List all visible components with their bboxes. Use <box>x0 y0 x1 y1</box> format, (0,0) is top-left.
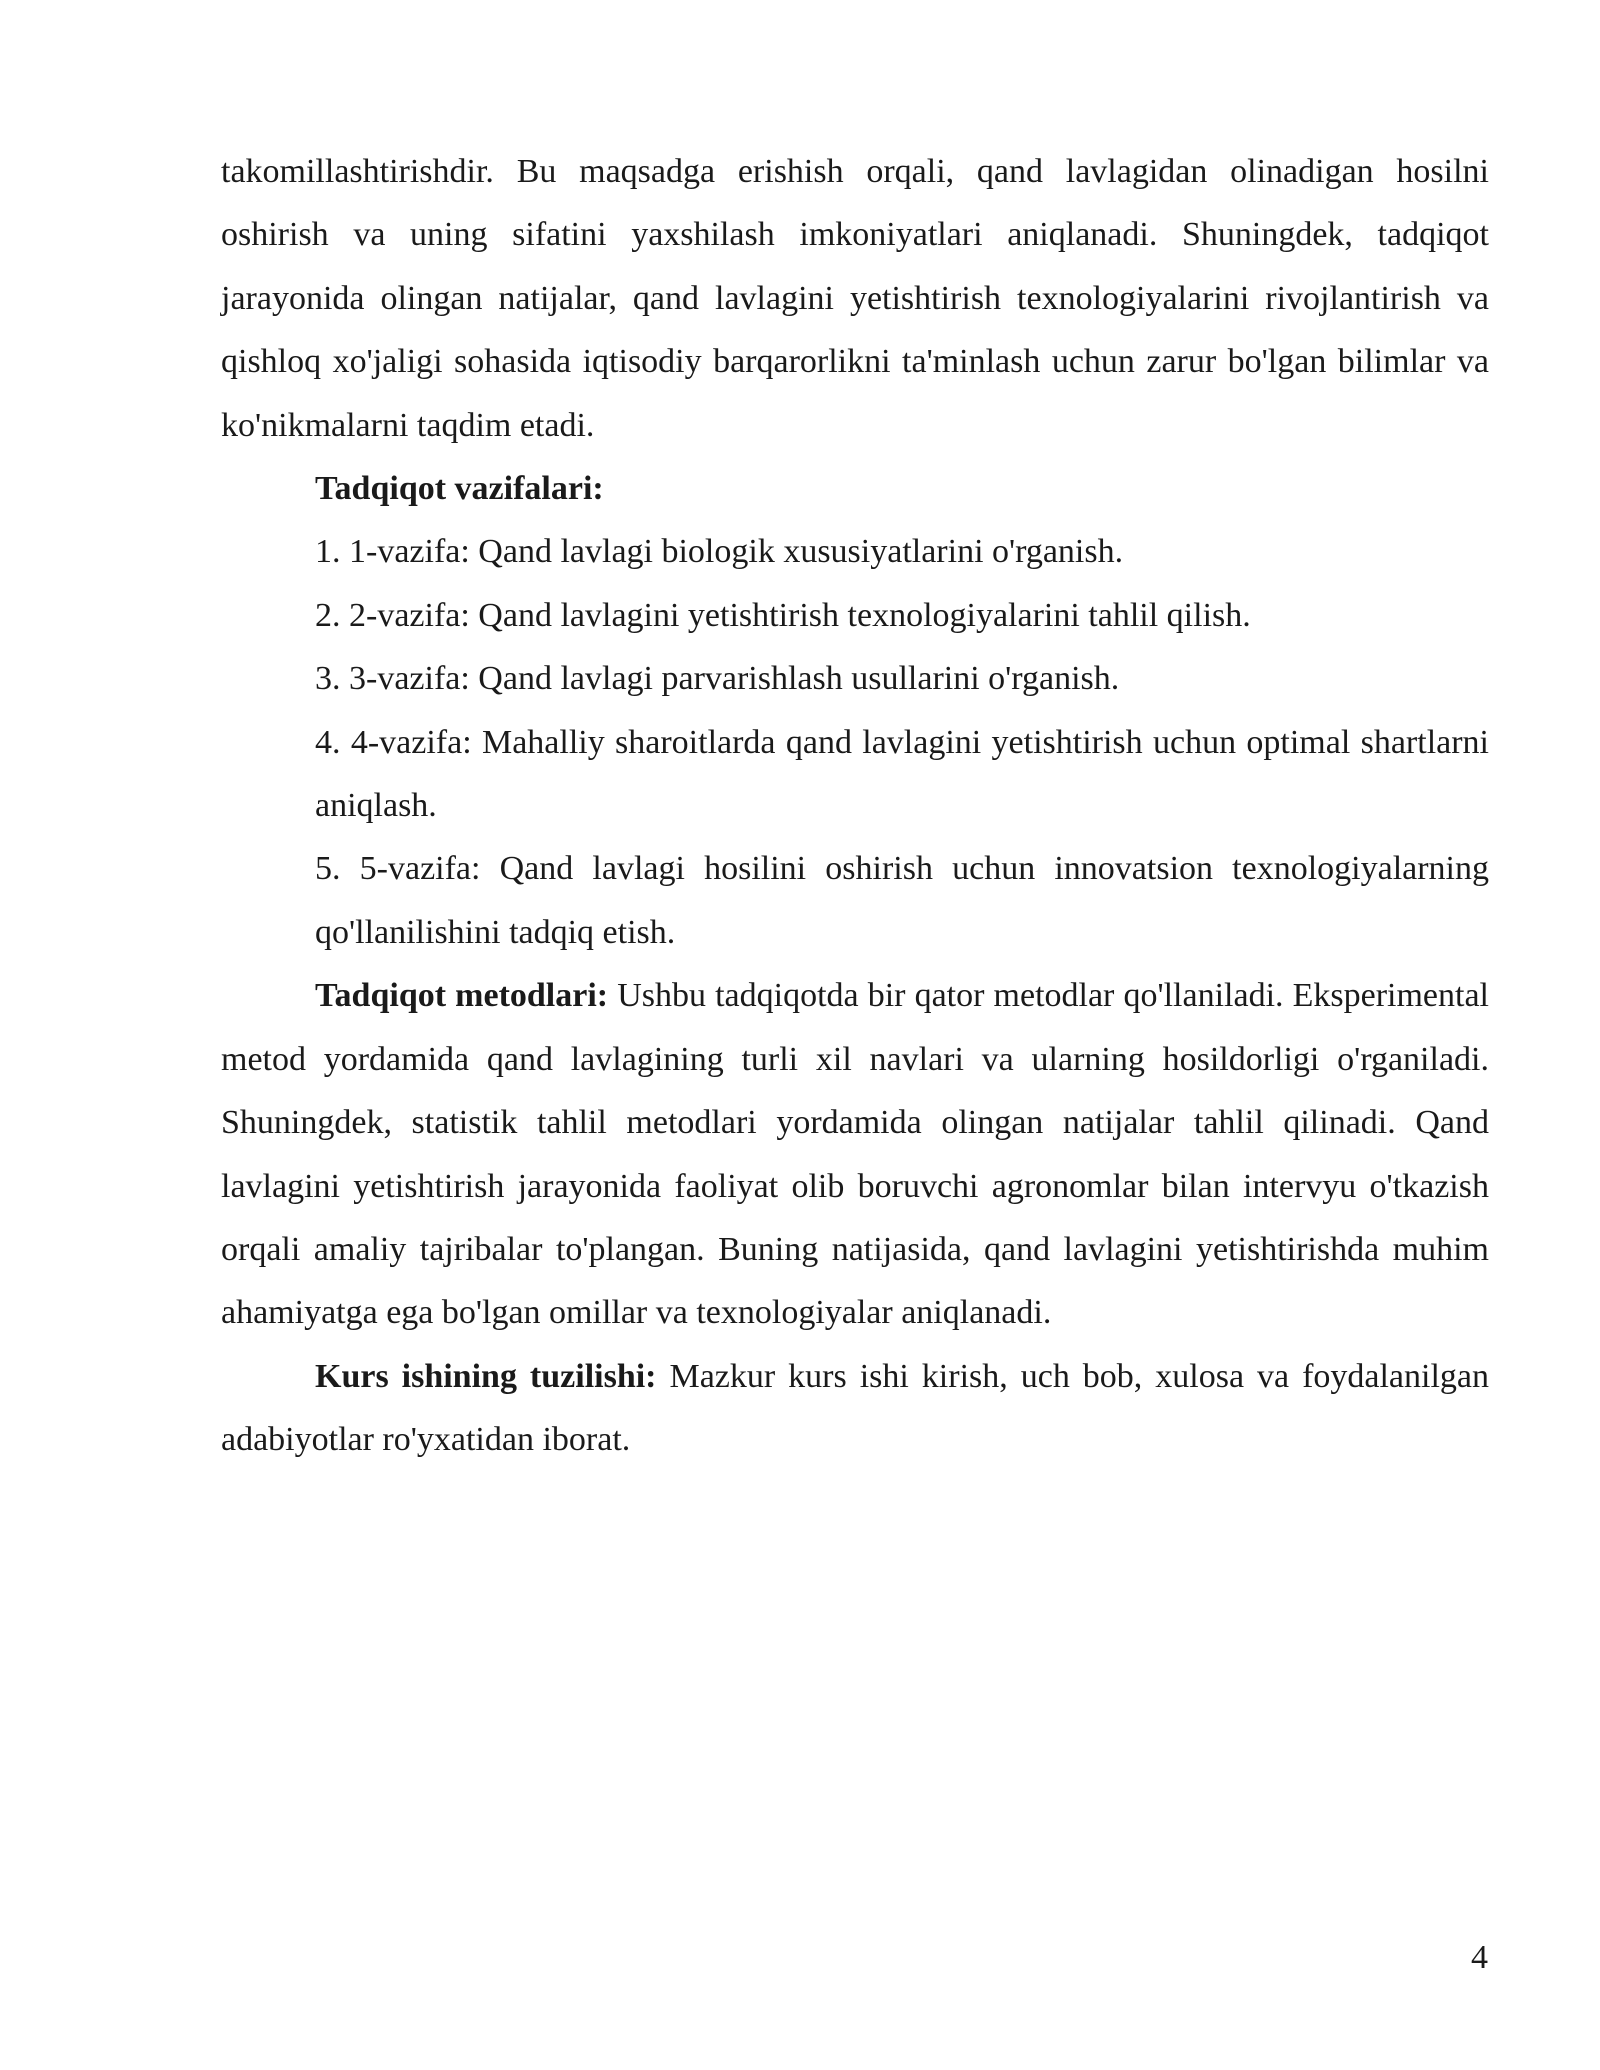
structure-label: Kurs ishining tuzilishi: <box>315 1357 657 1395</box>
methods-paragraph <box>221 964 1489 1344</box>
methods-label: Tadqiqot metodlari: <box>315 977 609 1015</box>
task-item-1: 1. 1-vazifa: Qand lavlagi biologik xususiyatlarini o'rganish. <box>315 533 1124 571</box>
task-item-4: 4. 4-vazifa: Mahalliy sharoitlarda qand lavlagini yetishtirish uchun optimal shartlarni aniqlash. <box>315 723 1489 825</box>
methods-text: Ushbu tadqiqotda bir qator metodlar qo'llaniladi. Eksperimental metod yordamida qand lavlagining turli xil navlari va ularning hosildorligi o'rganiladi. Shuningdek, statistik tahlil metodlari yordamida olingan natijalar tahlil qilinadi. Qand lavlagini yetishtirish jarayonida faoliyat olib boruvchi agronomlar bilan intervyu o'tkazish orqali amaliy tajribalar to'plangan. Buning natijasida, qand lavlagini yetishtirishda muhim ahamiyatga ega bo'lgan omillar va texnologiyalar aniqlanadi. <box>221 977 1489 1332</box>
document-body <box>221 140 1489 1472</box>
tasks-heading <box>221 457 1489 520</box>
task-item-5: 5. 5-vazifa: Qand lavlagi hosilini oshirish uchun innovatsion texnologiyalarning qo'llanilishini tadqiq etish. <box>315 850 1489 951</box>
task-item-3: 3. 3-vazifa: Qand lavlagi parvarishlash usullarini o'rganish. <box>315 660 1120 698</box>
structure-paragraph <box>221 1345 1489 1472</box>
tasks-heading-label: Tadqiqot vazifalari: <box>315 470 604 508</box>
task-item-2: 2. 2-vazifa: Qand lavlagini yetishtirish texnologiyalarini tahlil qilish. <box>315 596 1251 634</box>
structure-text: Mazkur kurs ishi kirish, uch bob, xulosa va foydalanilgan adabiyotlar ro'yxatidan iborat. <box>221 1357 1490 1459</box>
page-number: 4 <box>1471 1939 1488 1976</box>
intro-paragraph: takomillashtirishdir. Bu maqsadga erishish orqali, qand lavlagidan olinadigan hosilni oshirish va uning sifatini yaxshilash imkoniyatlari aniqlanadi. Shuningdek, tadqiqot jarayonida olingan natijalar, qand lavlagini yetishtirish texnologiyalarini rivojlantirish va qishloq xo'jaligi sohasida iqtisodiy barqarorlikni ta'minlash uchun zarur bo'lgan bilimlar va ko'nikmalarni taqdim etadi. <box>221 153 1489 444</box>
